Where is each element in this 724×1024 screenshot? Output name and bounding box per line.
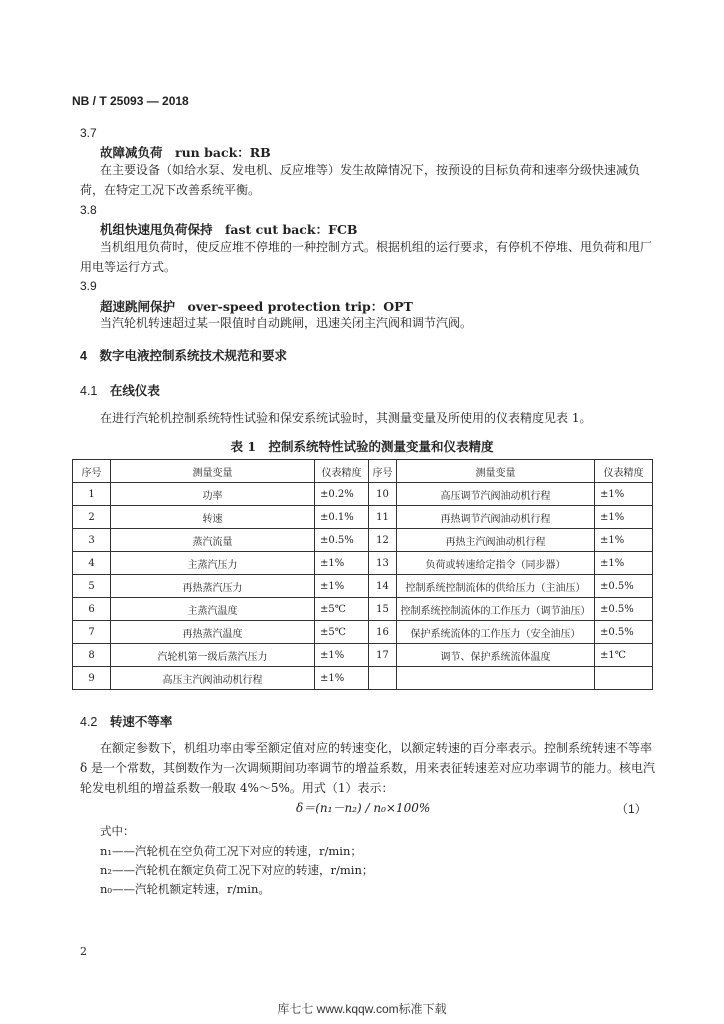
- instrument-accuracy: [595, 667, 653, 690]
- col-header-accuracy: 仪表精度: [595, 460, 653, 483]
- clause-number: 3.9: [80, 279, 97, 293]
- measured-variable: 蒸汽流量: [111, 529, 315, 552]
- measured-variable: 保护系统流体的工作压力（安全油压）: [397, 621, 595, 644]
- col-header-no: 序号: [73, 460, 111, 483]
- measurement-table: [72, 459, 653, 690]
- where-label: 式中：: [100, 824, 135, 838]
- table-row: [73, 529, 653, 552]
- row-number: 12: [369, 529, 397, 552]
- measured-variable: 再热调节汽阀油动机行程: [397, 506, 595, 529]
- table-caption: 表 1 控制系统特性试验的测量变量和仪表精度: [230, 439, 494, 454]
- paragraph: 在额定参数下，机组功率由零至额定值对应的转速变化，以额定转速的百分率表示。控制系统转速不等率 δ 是一个常数，其倒数作为一次调频期间功率调节的增益系数，用来表征转速差对应功率调节的能力。核电汽轮发电机组的增益系数一般取 4%～5%。用式（1）表示：: [80, 741, 656, 795]
- instrument-accuracy: ±1%: [315, 575, 369, 598]
- measured-variable: 高压调节汽阀油动机行程: [397, 483, 595, 506]
- measured-variable: 主蒸汽温度: [111, 598, 315, 621]
- instrument-accuracy: ±0.5%: [315, 529, 369, 552]
- row-number: 14: [369, 575, 397, 598]
- term-definition: 当汽轮机转速超过某一限值时自动跳闸，迅速关闭主汽阀和调节汽阀。: [100, 316, 473, 330]
- col-header-accuracy: 仪表精度: [315, 460, 369, 483]
- row-number: 15: [369, 598, 397, 621]
- row-number: 17: [369, 644, 397, 667]
- variable-definition: n₁——汽轮机在空负荷工况下对应的转速，r/min；: [100, 844, 362, 858]
- instrument-accuracy: ±1%: [315, 644, 369, 667]
- row-number: 1: [73, 483, 111, 506]
- row-number: 11: [369, 506, 397, 529]
- watermark-footer: 库七七 www.kqqw.com标准下载: [277, 1002, 447, 1016]
- term-heading: 机组快速甩负荷保持 fast cut back：FCB: [100, 222, 358, 237]
- measured-variable: 调节、保护系统流体温度: [397, 644, 595, 667]
- table-row: [73, 575, 653, 598]
- variable-definition: n₀——汽轮机额定转速，r/min。: [100, 882, 270, 896]
- row-number: 3: [73, 529, 111, 552]
- table-row: [73, 598, 653, 621]
- measured-variable: 转速: [111, 506, 315, 529]
- col-header-variable: 测量变量: [397, 460, 595, 483]
- table-header-row: [73, 460, 653, 483]
- subsection-title: 转速不等率: [109, 715, 173, 729]
- instrument-accuracy: ±0.2%: [315, 483, 369, 506]
- row-number: 6: [73, 598, 111, 621]
- row-number: 9: [73, 667, 111, 690]
- instrument-accuracy: ±0.5%: [595, 621, 653, 644]
- row-number: 10: [369, 483, 397, 506]
- table-row: [73, 552, 653, 575]
- subsection-number: 4.1: [80, 384, 98, 398]
- term-heading: 超速跳闸保护 over-speed protection trip：OPT: [100, 299, 413, 314]
- row-number: 2: [73, 506, 111, 529]
- measured-variable: 负荷或转速给定指令（同步器）: [397, 552, 595, 575]
- table-row: [73, 483, 653, 506]
- measured-variable: 再热主汽阀油动机行程: [397, 529, 595, 552]
- row-number: 13: [369, 552, 397, 575]
- table-row: [73, 644, 653, 667]
- variable-definition: n₂——汽轮机在额定负荷工况下对应的转速，r/min；: [100, 863, 374, 877]
- term-definition: 在主要设备（如给水泵、发电机、反应堆等）发生故障情况下，按预设的目标负荷和速率分级快速减负荷，在特定工况下改善系统平衡。: [80, 163, 641, 197]
- row-number: [369, 667, 397, 690]
- table-row: [73, 667, 653, 690]
- measured-variable: 汽轮机第一级后蒸汽压力: [111, 644, 315, 667]
- instrument-accuracy: ±5℃: [315, 598, 369, 621]
- table-row: [73, 621, 653, 644]
- section-heading: 4 数字电液控制系统技术规范和要求: [80, 349, 287, 363]
- instrument-accuracy: ±1%: [595, 506, 653, 529]
- measured-variable: 功率: [111, 483, 315, 506]
- row-number: 7: [73, 621, 111, 644]
- col-header-no: 序号: [369, 460, 397, 483]
- subsection-heading: [80, 712, 172, 730]
- measured-variable: [397, 667, 595, 690]
- measured-variable: 控制系统控制流体的工作压力（调节油压）: [397, 598, 595, 621]
- instrument-accuracy: ±0.5%: [595, 598, 653, 621]
- subsection-number: 4.2: [80, 715, 98, 729]
- instrument-accuracy: ±5℃: [315, 621, 369, 644]
- row-number: 4: [73, 552, 111, 575]
- standard-number: NB / T 25093 — 2018: [72, 94, 189, 108]
- subsection-heading: [80, 381, 160, 399]
- page-number: 2: [80, 945, 87, 958]
- paragraph: 在进行汽轮机控制系统特性试验和保安系统试验时，其测量变量及所使用的仪表精度见表 1。: [100, 411, 592, 425]
- instrument-accuracy: ±1%: [595, 552, 653, 575]
- instrument-accuracy: ±1%: [315, 667, 369, 690]
- row-number: 16: [369, 621, 397, 644]
- term-heading: 故障减负荷 run back：RB: [100, 145, 271, 160]
- instrument-accuracy: ±1%: [315, 552, 369, 575]
- measured-variable: 高压主汽阀油动机行程: [111, 667, 315, 690]
- instrument-accuracy: ±0.5%: [595, 575, 653, 598]
- clause-number: 3.7: [80, 126, 97, 140]
- equation-number: （1）: [616, 802, 647, 816]
- instrument-accuracy: ±1%: [595, 529, 653, 552]
- measured-variable: 再热蒸汽温度: [111, 621, 315, 644]
- instrument-accuracy: ±1%: [595, 483, 653, 506]
- instrument-accuracy: ±1℃: [595, 644, 653, 667]
- table-row: [73, 506, 653, 529]
- row-number: 8: [73, 644, 111, 667]
- measured-variable: 再热蒸汽压力: [111, 575, 315, 598]
- measured-variable: 主蒸汽压力: [111, 552, 315, 575]
- clause-number: 3.8: [80, 203, 97, 217]
- instrument-accuracy: ±0.1%: [315, 506, 369, 529]
- formula: δ＝(n₁－n₂) / n₀×100%: [296, 801, 431, 815]
- row-number: 5: [73, 575, 111, 598]
- col-header-variable: 测量变量: [111, 460, 315, 483]
- measured-variable: 控制系统控制流体的供给压力（主油压）: [397, 575, 595, 598]
- subsection-title: 在线仪表: [109, 384, 160, 398]
- term-definition: 当机组甩负荷时，使反应堆不停堆的一种控制方式。根据机组的运行要求，有停机不停堆、甩负荷和甩厂用电等运行方式。: [80, 240, 653, 274]
